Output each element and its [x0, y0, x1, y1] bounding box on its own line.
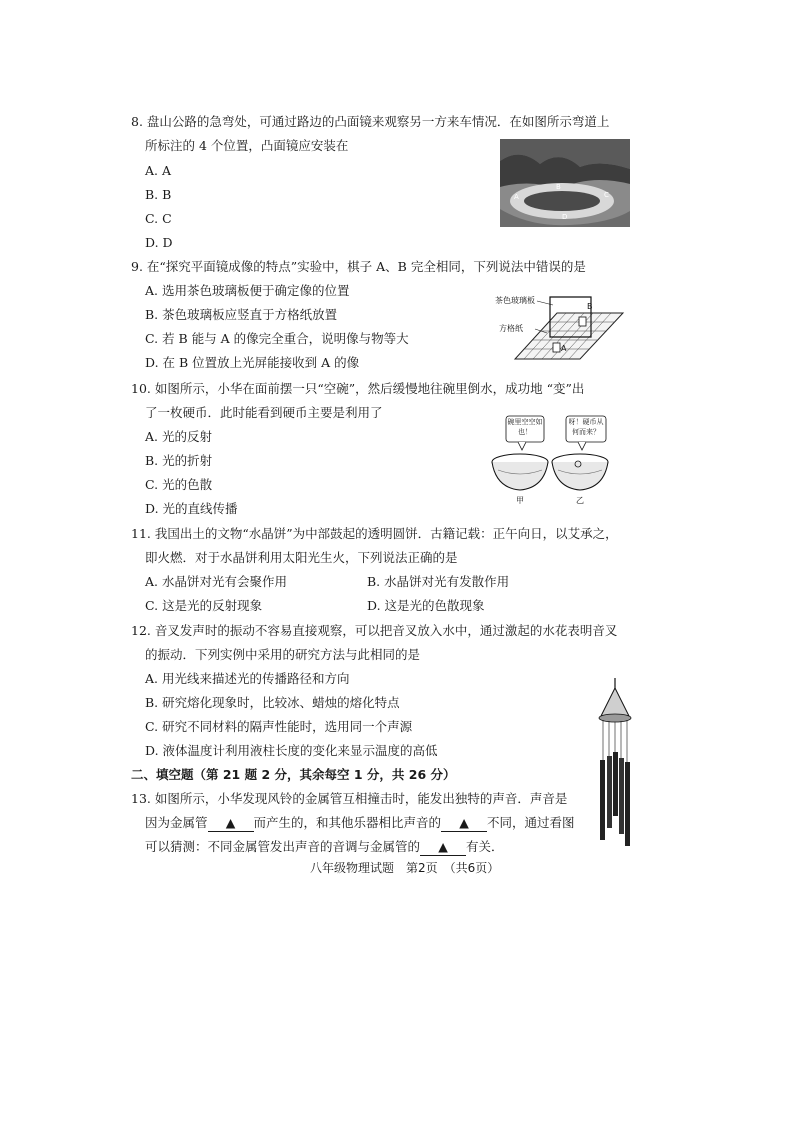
- q8-label-c: C: [604, 191, 609, 199]
- q9-option-d: D. 在 B 位置放上光屏能接收到 A 的像: [145, 355, 360, 370]
- q10-option-a: A. 光的反射: [145, 429, 212, 444]
- page-footer: 八年级物理试题 第2页 （共6页）: [310, 861, 500, 875]
- q8-stem-line1: 8. 盘山公路的急弯处，可通过路边的凸面镜来观察另一方来车情况．在如图所示弯道上: [131, 114, 610, 129]
- q12-stem-line1: 12. 音叉发声时的振动不容易直接观察，可以把音叉放入水中，通过激起的水花表明音叉: [131, 623, 618, 638]
- label-piece-b: B: [587, 302, 593, 311]
- q10-stem-line2: 了一枚硬币．此时能看到硬币主要是利用了: [145, 405, 383, 420]
- q11-stem-line2: 即火燃．对于水晶饼利用太阳光生火，下列说法正确的是: [145, 550, 458, 565]
- q11-option-c: C. 这是光的反射现象: [145, 598, 263, 613]
- q9-stem: 9. 在“探究平面镜成像的特点”实验中，棋子 A、B 完全相同，下列说法中错误的是: [131, 259, 586, 274]
- q11-stem-line1: 11. 我国出土的文物“水晶饼”为中部鼓起的透明圆饼．古籍记载：正午向日，以艾承之，: [131, 526, 618, 541]
- q13-line2-part1: 因为金属管: [145, 815, 208, 830]
- bowl-right-label: 乙: [576, 496, 584, 505]
- wind-chime-figure: [595, 678, 635, 848]
- bowls-coin-figure: [488, 414, 613, 506]
- q13-line2: [145, 815, 575, 832]
- label-glass-plate: 茶色玻璃板: [495, 296, 535, 305]
- q10-option-c: C. 光的色散: [145, 477, 213, 492]
- section2-heading: 二、填空题（第 21 题 2 分，其余每空 1 分，共 26 分）: [131, 767, 456, 782]
- q11-option-a: A. 水晶饼对光有会聚作用: [145, 574, 287, 589]
- label-grid-paper: 方格纸: [499, 324, 523, 333]
- q12-stem-line2: 的振动．下列实例中采用的研究方法与此相同的是: [145, 647, 421, 662]
- q12-option-b: B. 研究熔化现象时，比较冰、蜡烛的熔化特点: [145, 695, 400, 710]
- bowl-left-label: 甲: [516, 496, 524, 505]
- plane-mirror-figure: [495, 287, 630, 365]
- q8-label-d: D: [562, 213, 568, 221]
- q12-option-a: A. 用光线来描述光的传播路径和方向: [145, 671, 350, 686]
- mountain-road-photo: [500, 139, 630, 227]
- q10-option-b: B. 光的折射: [145, 453, 213, 468]
- bubble-right-text: 呀！硬币从何而来？: [568, 418, 604, 436]
- q12-option-c: C. 研究不同材料的隔声性能时，选用同一个声源: [145, 719, 413, 734]
- q12-option-d: D. 液体温度计利用液柱长度的变化来显示温度的高低: [145, 743, 438, 758]
- q13-blank-2[interactable]: ▲: [441, 815, 487, 832]
- bubble-left-text: 碗里空空如也！: [507, 418, 543, 436]
- q13-blank-1[interactable]: ▲: [208, 815, 254, 832]
- q9-option-c: C. 若 B 能与 A 的像完全重合，说明像与物等大: [145, 331, 409, 346]
- q13-blank-3[interactable]: ▲: [420, 839, 466, 856]
- q8-option-c: C. C: [145, 211, 172, 226]
- q11-option-d: D. 这是光的色散现象: [367, 598, 485, 613]
- q8-option-a: A. A: [145, 163, 172, 178]
- q13-line3-part2: 有关．: [466, 839, 504, 854]
- q10-option-d: D. 光的直线传播: [145, 501, 238, 516]
- label-piece-a: A: [561, 344, 567, 353]
- q9-option-b: B. 茶色玻璃板应竖直于方格纸放置: [145, 307, 338, 322]
- q8-option-b: B. B: [145, 187, 172, 202]
- q8-label-b: B: [556, 183, 561, 191]
- q10-stem-line1: 10. 如图所示，小华在面前摆一只“空碗”，然后缓慢地往碗里倒水，成功地 “变”出: [131, 381, 585, 396]
- q13-line1: 13. 如图所示，小华发现风铃的金属管互相撞击时，能发出独特的声音．声音是: [131, 791, 568, 806]
- q11-option-b: B. 水晶饼对光有发散作用: [367, 574, 510, 589]
- q9-option-a: A. 选用茶色玻璃板便于确定像的位置: [145, 283, 350, 298]
- q13-line2-part3: 不同，通过看图: [487, 815, 575, 830]
- q8-option-d: D. D: [145, 235, 173, 250]
- q13-line3: [145, 839, 504, 856]
- q13-line3-part1: 可以猜测：不同金属管发出声音的音调与金属管的: [145, 839, 421, 854]
- q13-line2-part2: 而产生的，和其他乐器相比声音的: [253, 815, 442, 830]
- q8-label-a: A: [514, 193, 519, 201]
- q8-stem-line2: 所标注的 4 个位置，凸面镜应安装在: [145, 138, 349, 153]
